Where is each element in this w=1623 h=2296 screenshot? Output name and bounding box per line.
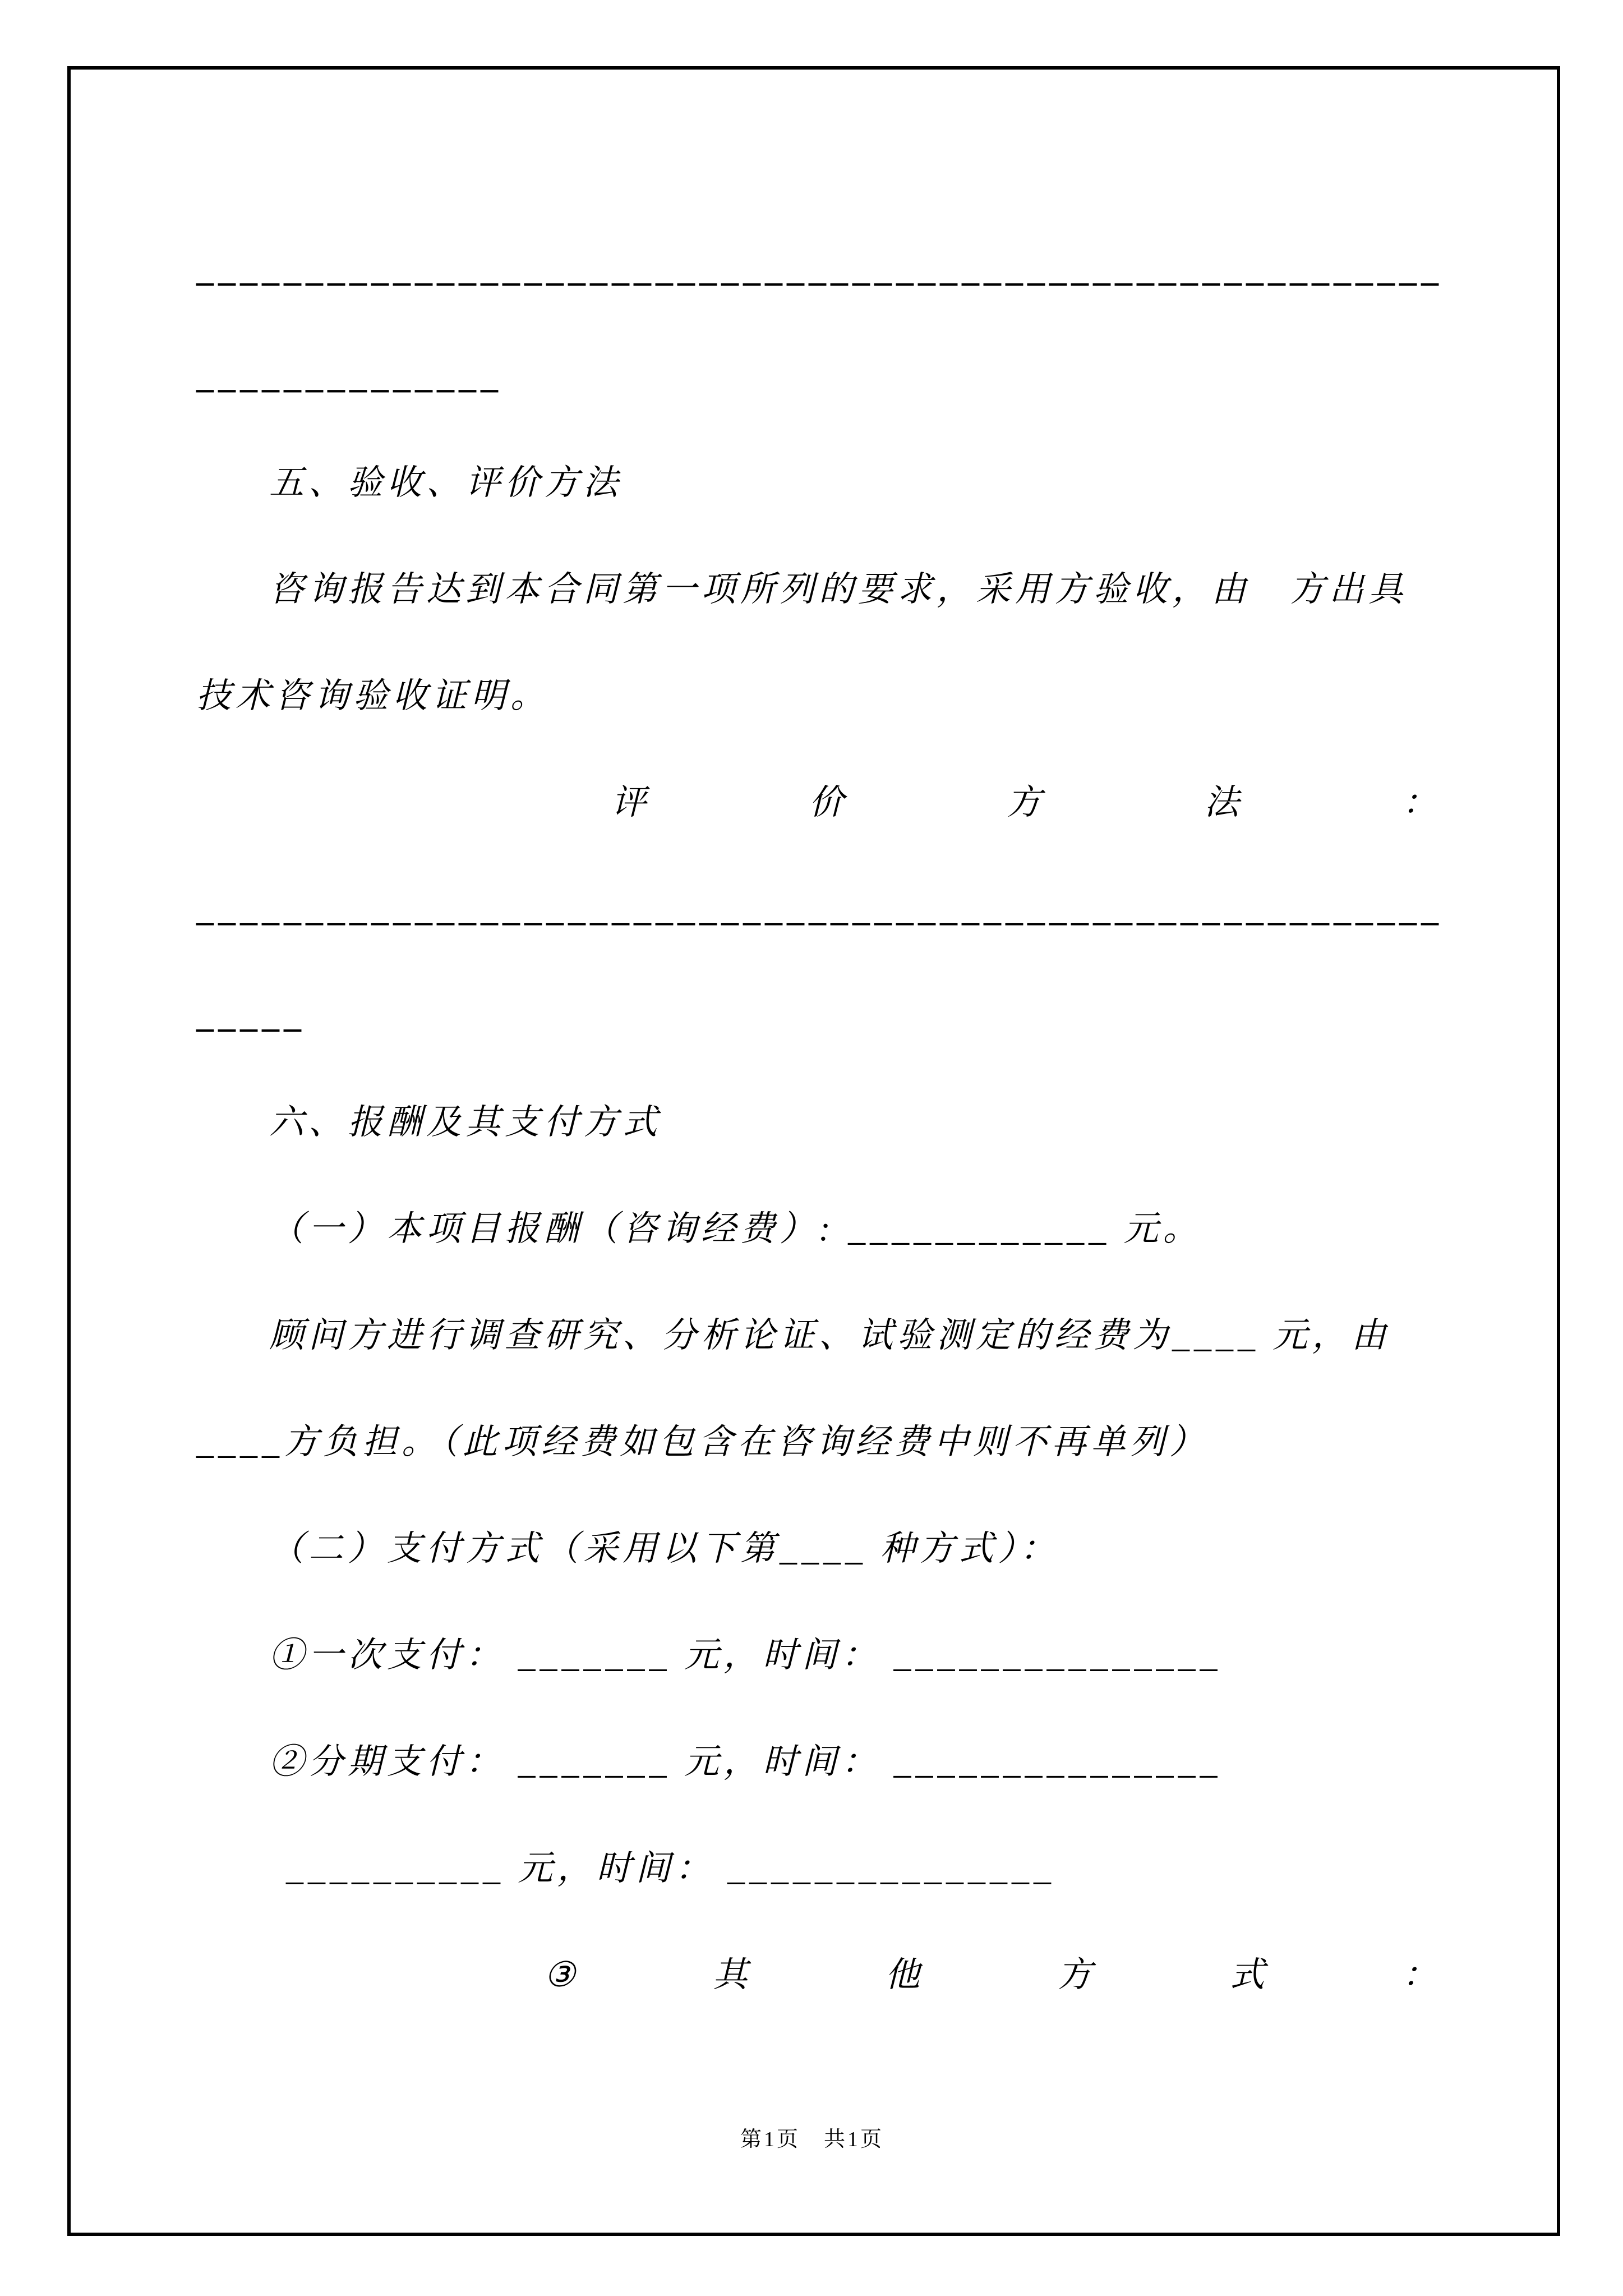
- distributed-char: 评: [611, 784, 651, 822]
- paragraph-line: （二）支付方式（采用以下第____ 种方式）：: [269, 1530, 1059, 1568]
- blank-fill-line-short: _____: [196, 997, 306, 1035]
- distributed-char: 方: [1057, 1956, 1097, 1994]
- blank-fill-line-full: _________________________________________________________: [196, 251, 1443, 289]
- distributed-char: 法: [1204, 784, 1244, 822]
- page-footer: [67, 2122, 1557, 2152]
- distributed-char: ③: [544, 1956, 580, 1994]
- distributed-char: ：: [1401, 784, 1441, 822]
- paragraph-line: __________ 元，时间： _______________: [286, 1849, 1056, 1888]
- blank-fill-line-short: ______________: [196, 357, 502, 395]
- distributed-char: 方: [1006, 784, 1046, 822]
- page-number-text: 第1页 共1页: [740, 2128, 884, 2151]
- distributed-line-evaluation-method: [611, 749, 1441, 856]
- paragraph-line: 顾问方进行调查研究、分析论证、试验测定的经费为____ 元，由: [269, 1317, 1391, 1355]
- document-content: [196, 217, 1441, 2028]
- paragraph-line: ____方负担。（此项经费如包含在咨询经费中则不再单列）: [196, 1423, 1209, 1461]
- paragraph-line: 咨询报告达到本合同第一项所列的要求，采用方验收，由 方出具: [269, 570, 1408, 609]
- distributed-char: 式: [1229, 1956, 1269, 1994]
- section-heading-6: 六、报酬及其支付方式: [269, 1103, 662, 1142]
- paragraph-line: ②分期支付： _______ 元，时间： _______________: [269, 1743, 1222, 1781]
- distributed-char: 他: [885, 1956, 925, 1994]
- distributed-char: 价: [809, 784, 849, 822]
- distributed-char: 其: [712, 1956, 752, 1994]
- distributed-line-other-method: [544, 1922, 1441, 2028]
- blank-fill-line-full: _________________________________________________________: [196, 890, 1443, 928]
- section-heading-5: 五、验收、评价方法: [269, 464, 623, 502]
- paragraph-line: 技术咨询验收证明。: [196, 677, 550, 715]
- distributed-char: ：: [1401, 1956, 1441, 1994]
- paragraph-line: （一）本项目报酬（咨询经费）: ____________ 元。: [269, 1210, 1202, 1248]
- paragraph-line: ①一次支付： _______ 元，时间： _______________: [269, 1636, 1222, 1674]
